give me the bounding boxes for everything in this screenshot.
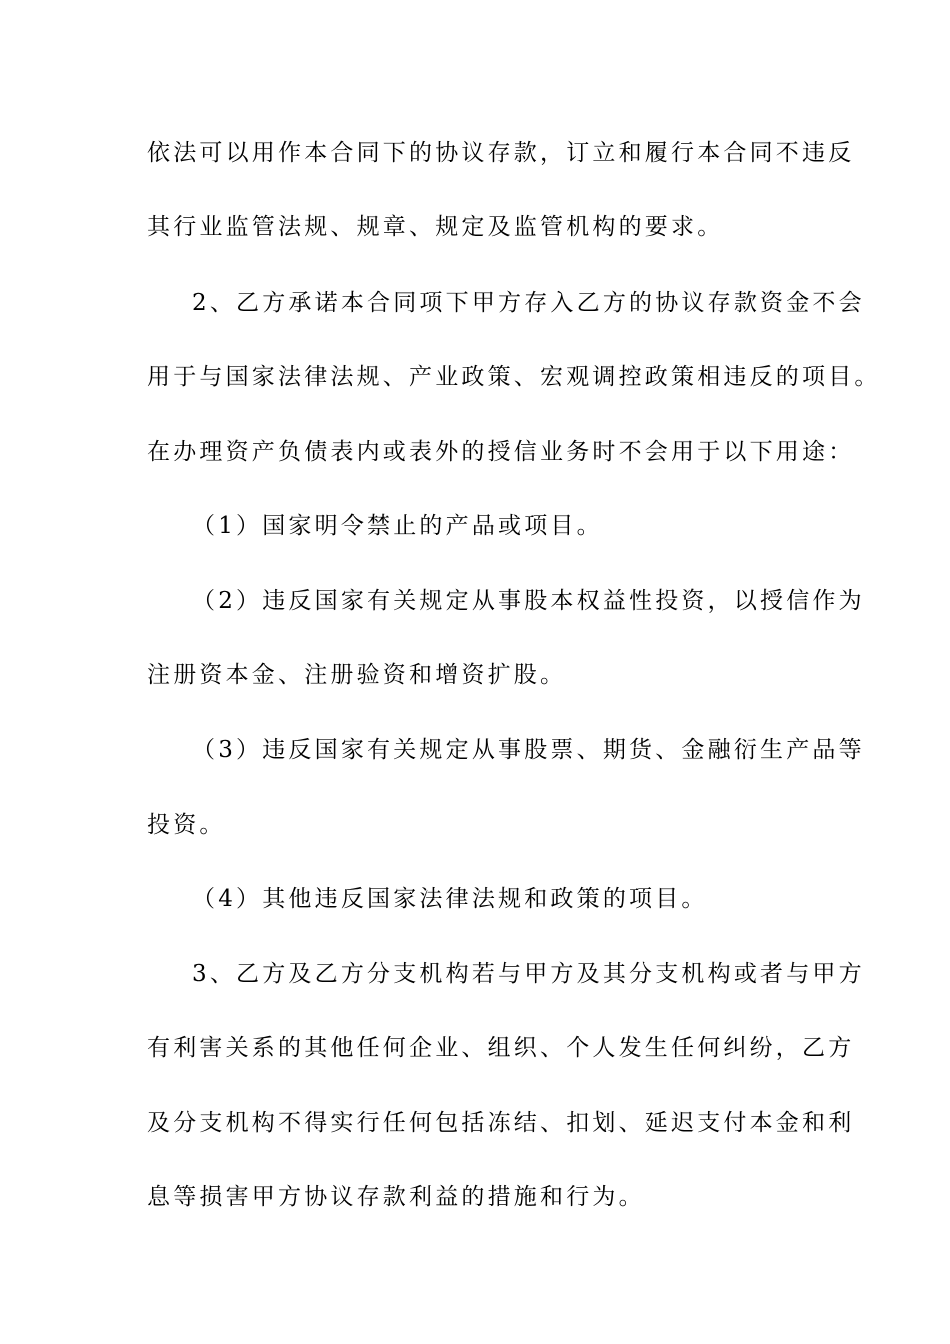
text-line: 依法可以用作本合同下的协议存款，订立和履行本合同不违反 [147,140,855,166]
list-item-4: （4）其他违反国家法律法规和政策的项目。 [192,886,708,912]
paragraph-2-start: 2、乙方承诺本合同项下甲方存入乙方的协议存款资金不会 [192,290,865,316]
text-line: 有利害关系的其他任何企业、组织、个人发生任何纠纷，乙方 [147,1035,855,1061]
text-line: 其行业监管法规、规章、规定及监管机构的要求。 [147,214,724,240]
text-line: 投资。 [147,812,226,838]
text-line: 在办理资产负债表内或表外的授信业务时不会用于以下用途： [147,439,855,465]
list-item-1: （1）国家明令禁止的产品或项目。 [192,513,603,539]
text-line: 注册资本金、注册验资和增资扩股。 [147,662,567,688]
list-item-3: （3）违反国家有关规定从事股票、期货、金融衍生产品等 [192,737,865,763]
text-line: 用于与国家法律法规、产业政策、宏观调控政策相违反的项目。 [147,364,881,390]
paragraph-3-start: 3、乙方及乙方分支机构若与甲方及其分支机构或者与甲方 [192,961,865,987]
text-line: 息等损害甲方协议存款利益的措施和行为。 [147,1184,645,1210]
text-line: 及分支机构不得实行任何包括冻结、扣划、延迟支付本金和利 [147,1110,855,1136]
list-item-2: （2）违反国家有关规定从事股本权益性投资，以授信作为 [192,588,865,614]
